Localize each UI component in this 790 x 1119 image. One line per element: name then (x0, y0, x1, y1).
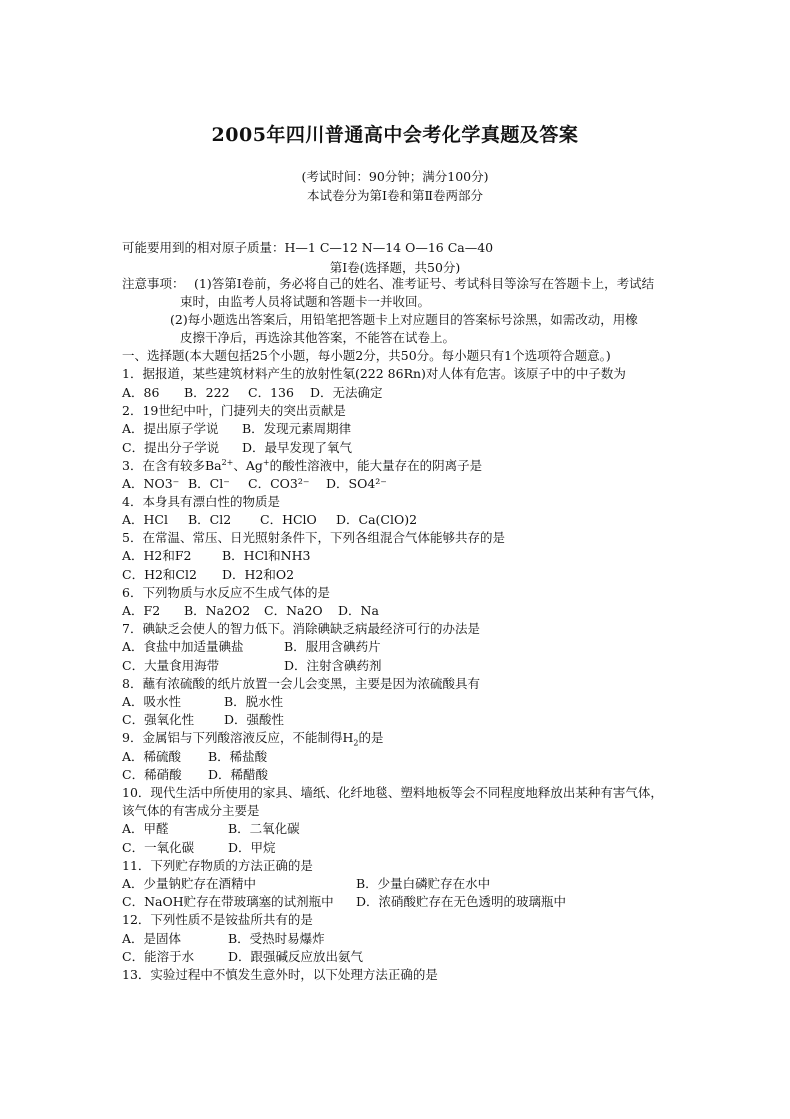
option: B．二氧化碳 (228, 821, 300, 836)
option: D．浓硝酸贮存在无色透明的玻璃瓶中 (356, 894, 567, 909)
option: B．脱水性 (224, 694, 284, 709)
option: C．HClO (260, 512, 317, 527)
option: A．HCl (122, 512, 168, 527)
option: D．稀醋酸 (208, 767, 269, 782)
option: D．强酸性 (224, 712, 285, 727)
option: B．受热时易爆炸 (228, 931, 325, 946)
option: C．大量食用海带 (122, 658, 220, 673)
option: D．Ca(ClO)2 (336, 512, 418, 527)
note-1b: 束时，由监考人员将试题和答题卡一并收回。 (180, 294, 431, 309)
option: A．NO3⁻ (122, 476, 180, 491)
option: A．食盐中加适量碘盐 (122, 639, 244, 654)
page-title: 2005年四川普通高中会考化学真题及答案 (211, 124, 579, 146)
option: C．136 (248, 385, 294, 400)
option: B．发现元素周期律 (242, 421, 352, 436)
option: C．一氧化碳 (122, 840, 195, 855)
option: D．H2和O2 (222, 567, 295, 582)
option: A．甲醛 (122, 821, 169, 836)
question-stem: 11．下列贮存物质的方法正确的是 (122, 858, 313, 873)
part1-heading: 第Ⅰ卷(选择题，共50分) (329, 260, 461, 275)
question-stem: 2．19世纪中叶，门捷列夫的突出贡献是 (122, 403, 346, 418)
question-stem: 6．下列物质与水反应不生成气体的是 (122, 585, 330, 600)
option: A．H2和F2 (122, 548, 192, 563)
section-heading: 一、选择题(本大题包括25个小题，每小题2分，共50分。每小题只有1个选项符合题意。) (122, 348, 611, 363)
option: D．最早发现了氧气 (242, 440, 353, 455)
option: B．Cl⁻ (188, 476, 230, 491)
question-stem: 9．金属铝与下列酸溶液反应，不能制得$H_2$的是 (122, 730, 384, 748)
option: B．HCl和NH3 (222, 548, 311, 563)
option: D．甲烷 (228, 840, 276, 855)
option: A．F2 (122, 603, 161, 618)
option: B．222 (184, 385, 230, 400)
option: B．Cl2 (188, 512, 232, 527)
option: D．Na (338, 603, 379, 618)
option: D．SO4²⁻ (326, 476, 387, 491)
option: B．少量白磷贮存在水中 (356, 876, 491, 891)
option: C．强氧化性 (122, 712, 195, 727)
option: C．能溶于水 (122, 949, 195, 964)
note-2b: 皮擦干净后，再选涂其他答案，不能答在试卷上。 (180, 330, 456, 345)
question-stem-continued: 该气体的有害成分主要是 (122, 803, 260, 818)
note-1a: (1)答第Ⅰ卷前，务必将自己的姓名、准考证号、考试科目等涂写在答题卡上，考试结 (194, 276, 655, 291)
question-stem: 13．实验过程中不慎发生意外时，以下处理方法正确的是 (122, 967, 438, 982)
question-stem: 8．蘸有浓硫酸的纸片放置一会儿会变黑，主要是因为浓硫酸具有 (122, 676, 480, 691)
option: A．是固体 (122, 931, 182, 946)
option: C．提出分子学说 (122, 440, 220, 455)
exam-time: (考试时间：90分钟；满分100分) (301, 169, 489, 184)
option: A．提出原子学说 (122, 421, 219, 436)
option: A．吸水性 (122, 694, 182, 709)
option: C．Na2O (264, 603, 323, 618)
option: C．稀硝酸 (122, 767, 182, 782)
option: C．CO3²⁻ (248, 476, 310, 491)
note-2a: (2)每小题选出答案后，用铅笔把答题卡上对应题目的答案标号涂黑，如需改动，用橡 (170, 312, 638, 327)
option: D．无法确定 (310, 385, 383, 400)
option: B．稀盐酸 (208, 749, 268, 764)
option: A．少量钠贮存在酒精中 (122, 876, 257, 891)
option: D．跟强碱反应放出氨气 (228, 949, 364, 964)
option: B．服用含碘药片 (284, 639, 381, 654)
atomic-masses: 可能要用到的相对原子质量：H—1 C—12 N—14 O—16 Ca—40 (122, 240, 494, 255)
question-stem: 1．据报道，某些建筑材料产生的放射性氡(222 86Rn)对人体有危害。该原子中的中子数为 (122, 366, 626, 381)
question-stem: 4．本身具有漂白性的物质是 (122, 494, 280, 509)
option: C．NaOH贮存在带玻璃塞的试剂瓶中 (122, 894, 334, 909)
option: A．86 (122, 385, 160, 400)
option: A．稀硫酸 (122, 749, 182, 764)
question-stem: 10．现代生活中所使用的家具、墙纸、化纤地毯、塑料地板等会不同程度地释放出某种有害气体， (122, 785, 663, 800)
question-stem: 12．下列性质不是铵盐所共有的是 (122, 912, 313, 927)
notes-label: 注意事项： (122, 276, 185, 291)
question-stem: 5．在常温、常压、日光照射条件下，下列各组混合气体能够共存的是 (122, 530, 505, 545)
option: D．注射含碘药剂 (284, 658, 382, 673)
question-stem: 3．在含有较多$Ba^{2+}$、Ag+的酸性溶液中，能大量存在的阴离子是 (122, 457, 483, 473)
option: C．H2和Cl2 (122, 567, 197, 582)
question-stem: 7．碘缺乏会使人的智力低下。消除碘缺乏病最经济可行的办法是 (122, 621, 480, 636)
option: B．Na2O2 (184, 603, 251, 618)
structure-note: 本试卷分为第Ⅰ卷和第Ⅱ卷两部分 (307, 188, 483, 203)
